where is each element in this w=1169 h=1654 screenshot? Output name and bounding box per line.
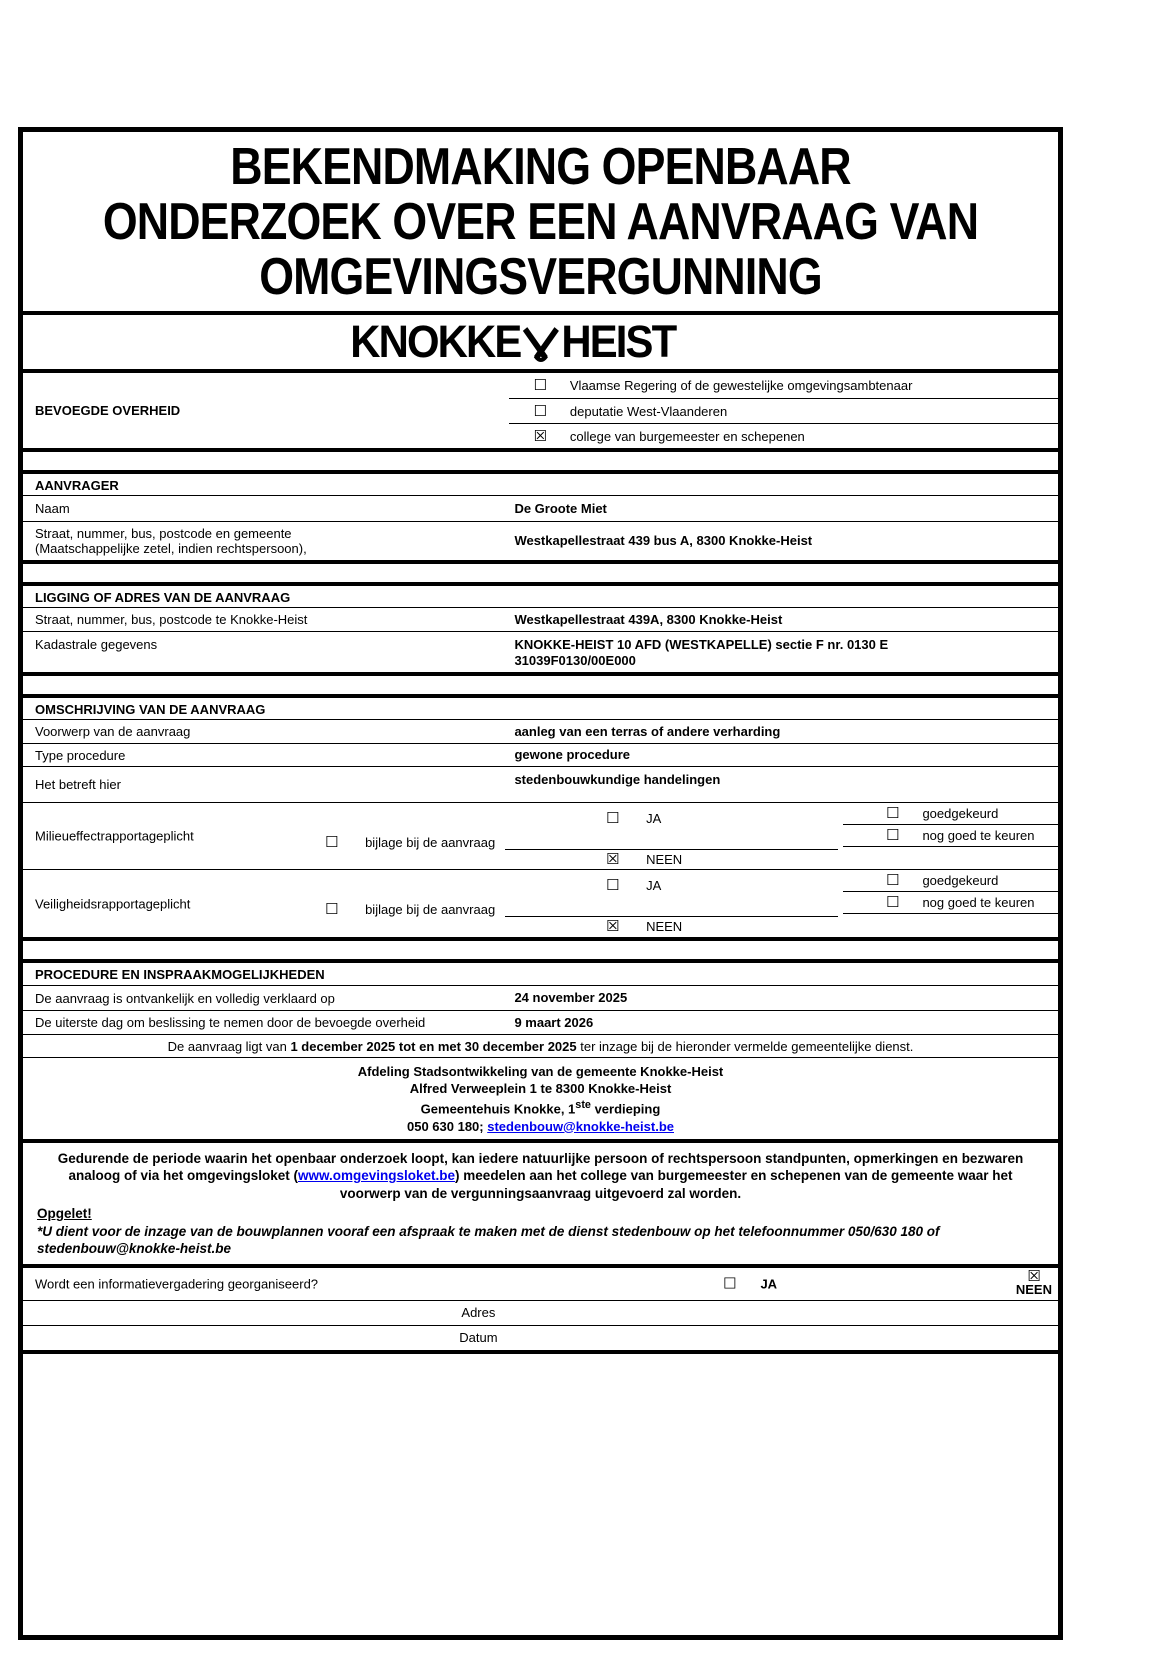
bevoegde-overheid-label: BEVOEGDE OVERHEID	[35, 403, 181, 419]
veiligheid-nog-goed-te-keuren	[843, 892, 1058, 914]
betreft-label: Het betreft hier	[35, 777, 121, 793]
table-row-voorwerp	[23, 720, 1058, 744]
bevoegde-overheid-options	[509, 373, 1058, 448]
page-title-line-2: ONDERZOEK OVER EEN AANVRAAG VAN	[102, 193, 979, 252]
page-title-line-1: BEKENDMAKING OPENBAAR	[230, 138, 851, 196]
option-label: college van burgemeester en schepenen	[569, 428, 805, 444]
veiligheid-bijlage	[325, 902, 495, 917]
datum-label: Datum	[459, 1330, 498, 1346]
ligging-header: LIGGING OF ADRES VAN DE AANVRAAG	[23, 586, 1058, 608]
ligging-straat-label: Straat, nummer, bus, postcode te Knokke-Heist	[35, 612, 308, 628]
empty-area	[23, 1354, 1058, 1635]
milieu-bijlage-checkbox[interactable]: ☐	[325, 833, 339, 852]
dienst-naam: Afdeling Stadsontwikkeling van de gemeente Knokke-Heist	[357, 1064, 724, 1080]
omschrijving-header: OMSCHRIJVING VAN DE AANVRAAG	[23, 698, 1058, 720]
milieu-ja-label: JA	[646, 811, 662, 827]
milieu-bijlage-label: bijlage bij de aanvraag	[365, 835, 496, 851]
ontvankelijk-value: 24 november 2025	[514, 990, 628, 1006]
section-aanvrager	[23, 474, 1058, 564]
aanvrager-adres-label: Straat, nummer, bus, postcode en gemeente (Maatschappelijke zetel, indien rechtspersoon),	[35, 526, 307, 557]
section-omschrijving	[23, 698, 1058, 941]
uiterste-dag-label: De uiterste dag om beslissing te nemen door de bevoegde overheid	[35, 1015, 426, 1031]
milieu-neen-label: NEEN	[646, 852, 683, 868]
milieu-bijlage	[325, 835, 495, 850]
procedure-header: PROCEDURE EN INSPRAAKMOGELIJKHEDEN	[23, 963, 1058, 986]
row-milieueffectrapportageplicht	[23, 803, 1058, 870]
vlaamse-regering-checkbox[interactable]: ☐	[533, 376, 547, 395]
kadastraal-value: KNOKKE-HEIST 10 AFD (WESTKAPELLE) sectie F nr. 0130 E 31039F0130/00E000	[514, 637, 889, 669]
veiligheid-neen-checkbox[interactable]: ☒	[606, 917, 620, 936]
option-label: deputatie West-Vlaanderen	[569, 403, 728, 419]
milieu-goedgekeurd-checkbox[interactable]: ☐	[886, 804, 900, 823]
veiligheid-ja-label: JA	[646, 878, 662, 894]
inzage-periode: 1 december 2025 tot en met 30 december 2025	[290, 1039, 577, 1055]
divider-line	[505, 849, 838, 850]
informatievergadering-neen-checkbox[interactable]: ☒	[1027, 1266, 1041, 1285]
bezwaar-block	[23, 1143, 1058, 1268]
milieu-neen	[606, 852, 682, 867]
milieu-ja-checkbox[interactable]: ☐	[606, 809, 620, 828]
section-procedure	[23, 963, 1058, 1142]
option-label: Vlaamse Regering of de gewestelijke omgevingsambtenaar	[569, 378, 913, 394]
aanvrager-adres-value: Westkapellestraat 439 bus A, 8300 Knokke-Heist	[514, 533, 813, 549]
milieu-goedgekeurd-label: goedgekeurd	[922, 806, 999, 822]
voorwerp-label: Voorwerp van de aanvraag	[35, 724, 191, 740]
veiligheid-keur-column	[843, 870, 1058, 914]
dienst-contact: 050 630 180; stedenbouw@knokke-heist.be	[406, 1118, 674, 1134]
gemeentelijke-dienst-block	[23, 1058, 1058, 1138]
section-informatievergadering	[23, 1268, 1058, 1354]
milieu-nog-goed-te-keuren	[843, 825, 1058, 847]
informatievergadering-question: Wordt een informatievergadering georganiseerd?	[35, 1276, 319, 1292]
milieu-label: Milieueffectrapportageplicht	[35, 828, 194, 844]
betreft-value: stedenbouwkundige handelingen	[514, 772, 721, 788]
logo-word-knokke: KNOKKE	[350, 316, 521, 368]
bezwaar-paragraph: Gedurende de periode waarin het openbaar onderzoek loopt, kan iedere natuurlijke persoon of rechtspersoon standpunten, opmerkingen en bezwaren analoog of via het omgevingsloket (www.omgevingsloket.be) meedelen aan het college van burgemeester en schepenen van de gemeente waar het voorwerp van de vergunningsaanvraag uitgevoerd zal worden.	[57, 1150, 1024, 1201]
table-row-betreft	[23, 767, 1058, 803]
milieu-nogkeuren-checkbox[interactable]: ☐	[886, 826, 900, 845]
voorwerp-value: aanleg van een terras of andere verharding	[514, 723, 781, 739]
logo-word-heist: HEIST	[561, 316, 676, 368]
option-deputatie	[509, 398, 1058, 423]
milieu-neen-checkbox[interactable]: ☒	[606, 850, 620, 869]
informatievergadering-ja-checkbox[interactable]: ☐	[723, 1274, 737, 1293]
informatievergadering-ja	[723, 1276, 777, 1291]
veiligheid-ja-checkbox[interactable]: ☐	[606, 876, 620, 895]
adres-label: Adres	[461, 1305, 496, 1321]
section-divider	[23, 452, 1058, 474]
dienst-locatie: Gemeentehuis Knokke, 1ste verdieping	[420, 1099, 661, 1117]
dienst-adres: Alfred Verweeplein 1 te 8300 Knokke-Heist	[409, 1081, 672, 1097]
milieu-goedgekeurd	[843, 803, 1058, 825]
divider-line	[505, 916, 838, 917]
table-row-naam	[23, 496, 1058, 522]
inzage-suffix: ter inzage bij de hieronder vermelde gemeentelijke dienst.	[576, 1039, 914, 1055]
section-divider	[23, 564, 1058, 586]
inzage-periode-line	[23, 1035, 1058, 1058]
section-ligging	[23, 586, 1058, 676]
milieu-ja	[606, 811, 661, 826]
section-divider	[23, 676, 1058, 698]
neen-label: NEEN	[1015, 1281, 1052, 1297]
informatievergadering-row	[23, 1268, 1058, 1301]
omgevingsloket-link[interactable]: www.omgevingsloket.be	[298, 1168, 456, 1184]
veiligheid-goedgekeurd-label: goedgekeurd	[922, 873, 999, 889]
veiligheid-bijlage-label: bijlage bij de aanvraag	[365, 902, 496, 918]
table-row-ligging-straat	[23, 608, 1058, 632]
naam-label: Naam	[35, 501, 70, 517]
naam-value: De Groote Miet	[514, 500, 607, 516]
table-row-aanvrager-adres	[23, 522, 1058, 560]
veiligheid-nogkeuren-checkbox[interactable]: ☐	[886, 893, 900, 912]
section-divider	[23, 941, 1058, 963]
title-block	[23, 132, 1058, 315]
veiligheid-goedgekeurd-checkbox[interactable]: ☐	[886, 871, 900, 890]
veiligheid-neen-label: NEEN	[646, 919, 683, 935]
knokke-heist-logo	[350, 316, 675, 368]
option-vlaamse-regering	[509, 373, 1058, 398]
type-procedure-label: Type procedure	[35, 747, 126, 763]
afspraak-note: *U dient voor de inzage van de bouwplannen vooraf een afspraak te maken met de dienst stedenbouw op het telefoonnummer 050/630 180 of stedenbouw@knokke-heist.be	[37, 1223, 940, 1257]
datum-row	[23, 1326, 1058, 1350]
stedenbouw-email-link[interactable]: stedenbouw@knokke-heist.be	[487, 1118, 674, 1134]
uiterste-dag-value: 9 maart 2026	[514, 1014, 594, 1030]
opgelet-label: Opgelet!	[37, 1206, 92, 1222]
college-checkbox[interactable]: ☒	[533, 426, 547, 445]
aanvrager-header: AANVRAGER	[23, 474, 1058, 496]
inzage-prefix: De aanvraag ligt van	[167, 1039, 291, 1055]
table-row-uiterste-dag	[23, 1011, 1058, 1035]
veiligheid-nogkeuren-label: nog goed te keuren	[922, 895, 1035, 911]
veiligheid-goedgekeurd	[843, 870, 1058, 892]
ligging-straat-value: Westkapellestraat 439A, 8300 Knokke-Heist	[514, 611, 783, 627]
ontvankelijk-label: De aanvraag is ontvankelijk en volledig verklaard op	[35, 990, 335, 1006]
veiligheid-neen	[606, 919, 682, 934]
veiligheid-bijlage-checkbox[interactable]: ☐	[325, 900, 339, 919]
row-veiligheidsrapportageplicht	[23, 870, 1058, 937]
table-row-type-procedure	[23, 744, 1058, 767]
informatievergadering-neen	[1015, 1266, 1052, 1297]
kadastraal-label: Kadastrale gegevens	[35, 637, 158, 653]
section-bevoegde-overheid	[23, 373, 1058, 452]
table-row-ontvankelijk	[23, 986, 1058, 1011]
ja-label: JA	[760, 1276, 778, 1292]
document-frame	[18, 127, 1063, 1640]
page-title-line-3: OMGEVINGSVERGUNNING	[259, 248, 822, 307]
table-row-kadastraal	[23, 632, 1058, 672]
option-college	[509, 423, 1058, 448]
type-procedure-value: gewone procedure	[514, 747, 631, 763]
veiligheid-label: Veiligheidsrapportageplicht	[35, 896, 191, 912]
veiligheid-ja	[606, 878, 661, 893]
deputatie-checkbox[interactable]: ☐	[533, 401, 547, 420]
adres-row	[23, 1301, 1058, 1326]
milieu-nogkeuren-label: nog goed te keuren	[922, 828, 1035, 844]
logo-row	[23, 315, 1058, 373]
seagull-logo-icon	[522, 325, 561, 365]
milieu-keur-column	[843, 803, 1058, 847]
